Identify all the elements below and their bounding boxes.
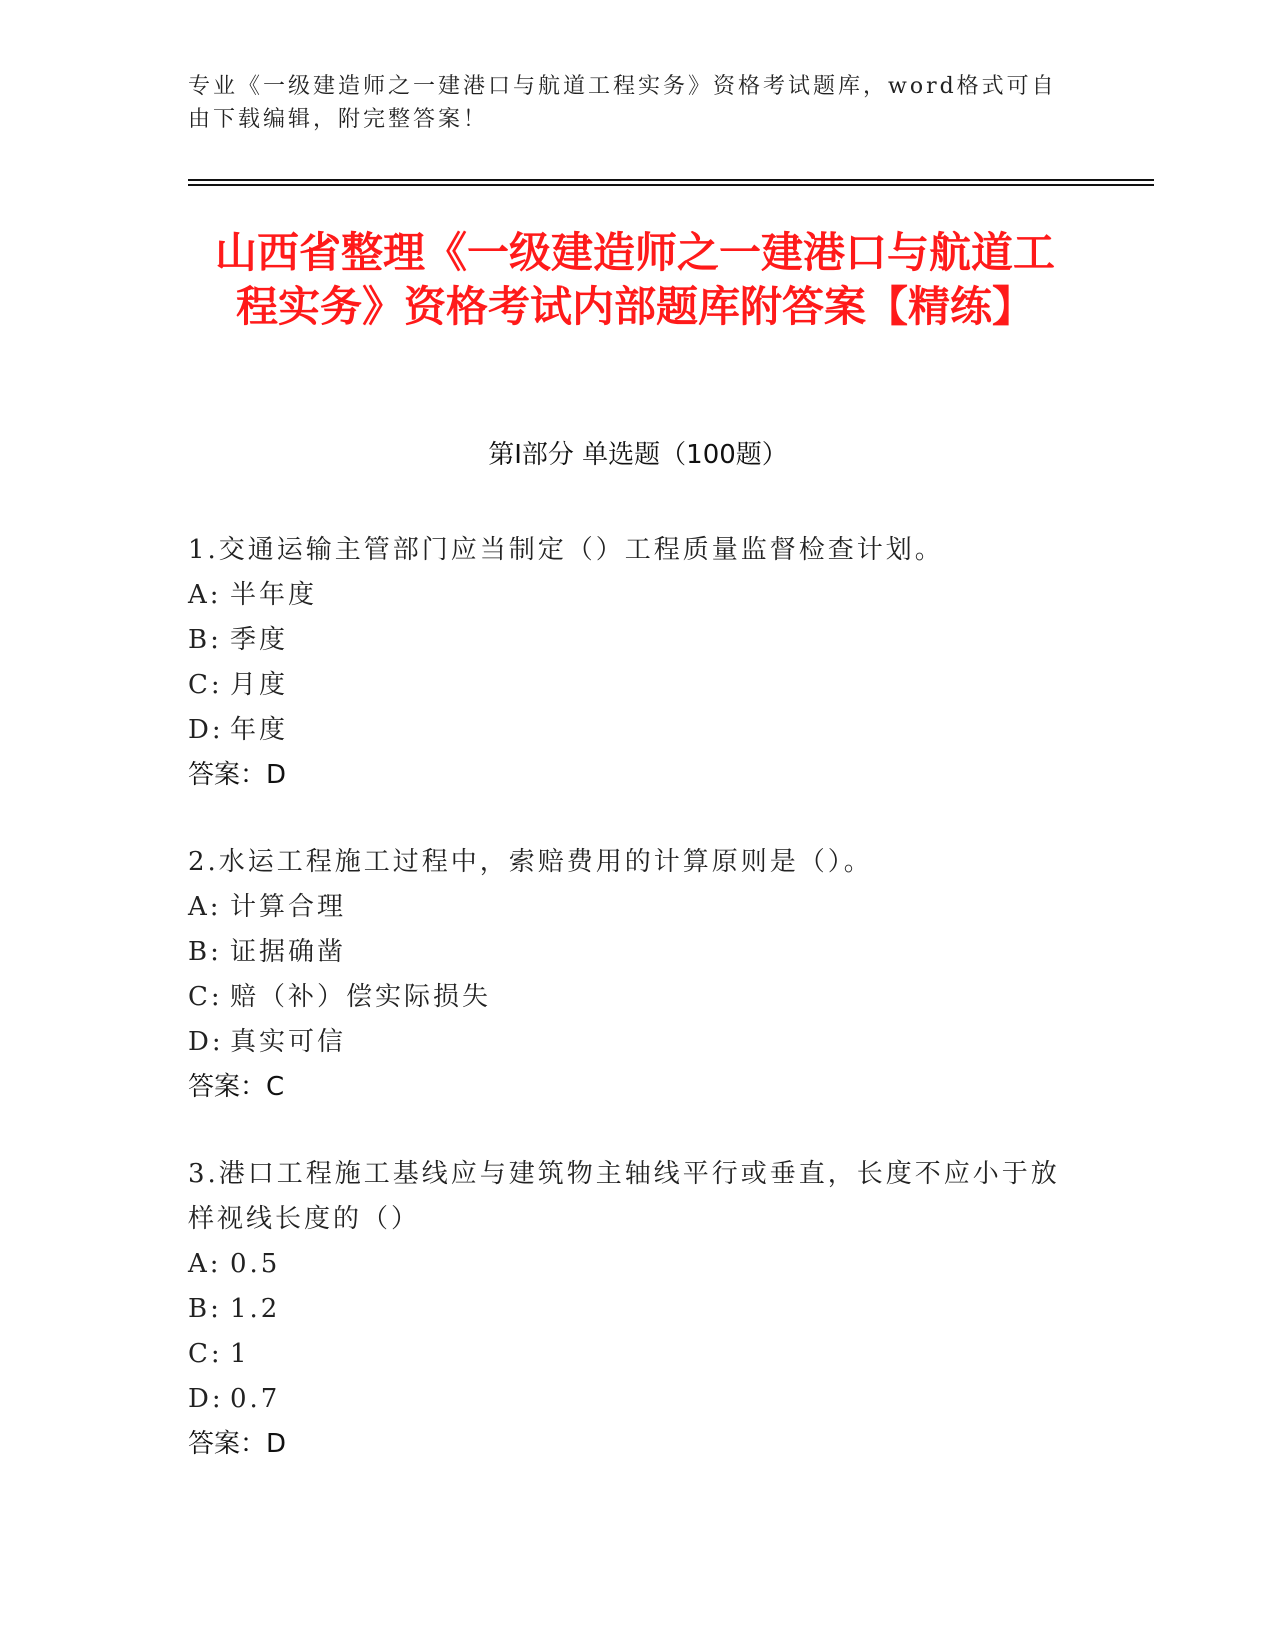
option-letter: B: (188, 1294, 222, 1324)
option-letter: A: (188, 580, 222, 610)
option-text: 证据确凿 (230, 937, 347, 967)
option-letter: D: (188, 1027, 224, 1057)
option-letter: D: (188, 1384, 224, 1414)
option-c (188, 975, 1078, 1020)
option-letter: A: (188, 1249, 222, 1279)
option-c (188, 1332, 1078, 1377)
option-a (188, 1242, 1078, 1287)
header-note: 专业《一级建造师之一建港口与航道工程实务》资格考试题库，word格式可自由下载编辑，附完整答案！ (188, 74, 1057, 132)
option-d (188, 708, 1078, 753)
option-letter: C: (188, 670, 223, 700)
option-letter: C: (188, 982, 223, 1012)
option-text: 0.5 (230, 1249, 281, 1279)
question-2 (188, 840, 1078, 1110)
option-text: 真实可信 (230, 1027, 347, 1057)
question-list (188, 528, 1078, 1509)
option-text: 月度 (230, 670, 289, 700)
option-letter: A: (188, 892, 222, 922)
option-letter: C: (188, 1339, 223, 1369)
option-text: 1.2 (230, 1294, 281, 1324)
option-text: 半年度 (230, 580, 318, 610)
option-letter: D: (188, 715, 224, 745)
question-3 (188, 1152, 1078, 1467)
question-stem: 1.交通运输主管部门应当制定（）工程质量监督检查计划。 (188, 535, 944, 565)
option-b (188, 618, 1078, 663)
question-stem: 3.港口工程施工基线应与建筑物主轴线平行或垂直，长度不应小于放样视线长度的（） (188, 1159, 1060, 1234)
option-c (188, 663, 1078, 708)
option-text: 0.7 (230, 1384, 281, 1414)
option-b (188, 1287, 1078, 1332)
option-a (188, 573, 1078, 618)
option-text: 1 (230, 1339, 250, 1369)
option-letter: B: (188, 625, 222, 655)
answer-line: 答案：D (188, 760, 287, 790)
option-d (188, 1020, 1078, 1065)
question-1 (188, 528, 1078, 798)
option-text: 季度 (230, 625, 289, 655)
question-stem: 2.水运工程施工过程中，索赔费用的计算原则是（）。 (188, 847, 873, 877)
option-a (188, 885, 1078, 930)
answer-line: 答案：C (188, 1072, 285, 1102)
header-rule-top (188, 179, 1154, 181)
document-title: 山西省整理《一级建造师之一建港口与航道工程实务》资格考试内部题库附答案【精练】 (214, 228, 1055, 331)
header-rule-bottom (188, 184, 1154, 186)
option-text: 计算合理 (230, 892, 347, 922)
option-text: 年度 (230, 715, 289, 745)
answer-line: 答案：D (188, 1429, 287, 1459)
option-text: 赔（补）偿实际损失 (230, 982, 492, 1012)
option-letter: B: (188, 937, 222, 967)
option-b (188, 930, 1078, 975)
option-d (188, 1377, 1078, 1422)
section-heading: 第Ⅰ部分 单选题（100题） (488, 440, 788, 470)
